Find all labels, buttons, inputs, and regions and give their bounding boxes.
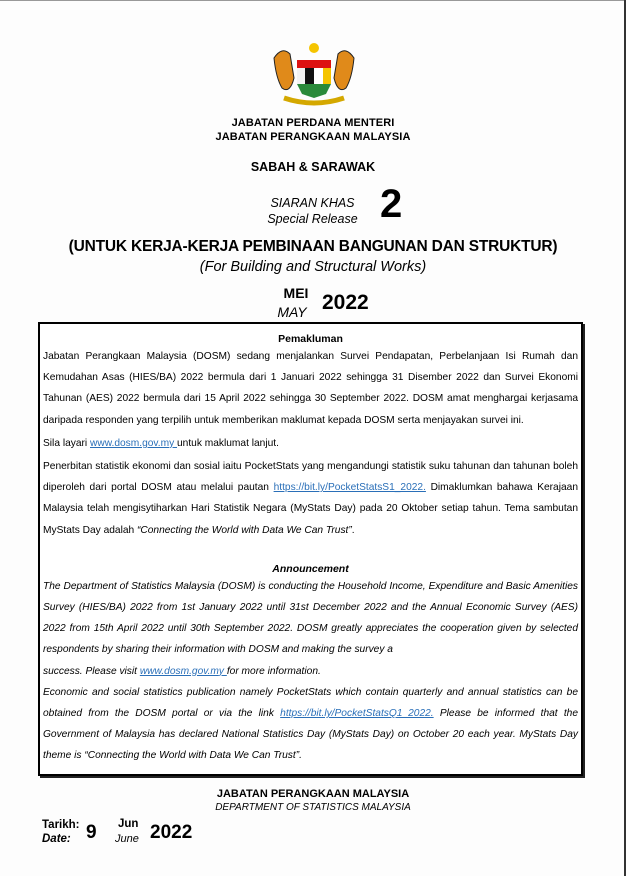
release-type: [250, 195, 375, 227]
reference-year: 2022: [322, 291, 369, 314]
visit-text-en-end: for more information.: [226, 665, 321, 677]
mystats-text: Dimaklumkan bahawa Kerajaan Malaysia telah mengisytiharkan Hari Statistik Negara (MyStats Day) pada 20 Oktober setiap tahun. Tema sambutan MyStats Day adalah: [43, 482, 578, 536]
notice-paragraph-my: Jabatan Perangkaan Malaysia (DOSM) sedang menjalankan Survei Pendapatan, Perbelanjaan Isi Rumah dan Kemudahan Asas (HIES/BA) 2022 bermula dari 1 Januari 2022 sehingga 31 Disember 2022 dan Survei Ekonomi Tahunan (AES) 2022 bermula dari 15 April 2022 sehingga 30 September 2022. DOSM amat menghargai kerjasama daripada responden yang terpilih untuk memberikan maklumat kepada DOSM serta menjayakan survei ini.: [43, 351, 578, 426]
date-month-my: Jun: [118, 818, 139, 830]
visit-text-en: success. Please visit: [43, 665, 140, 677]
visit-text-end: untuk maklumat lanjut.: [177, 437, 279, 449]
page-top-edge: [0, 0, 626, 1]
release-type-en: Special Release: [267, 212, 358, 226]
pocketstats-text-en: Economic and social statistics publication namely PocketStats which contain quarterly and annual statistics can be obtained from the DOSM portal or via the link: [43, 686, 578, 720]
dosm-website-link-en[interactable]: www.dosm.gov.my: [139, 665, 227, 677]
notice-heading-my: Pemakluman: [278, 333, 343, 345]
notice-box: [38, 322, 583, 776]
department-name: JABATAN PERANGKAAN MALAYSIA: [215, 131, 411, 143]
visit-line-en: [40, 661, 581, 682]
period: .: [351, 524, 355, 536]
release-type-my: SIARAN KHAS: [270, 196, 355, 210]
pocketstats-paragraph-en: [40, 682, 581, 767]
reference-month-en: MAY: [277, 304, 307, 320]
ministry-name: JABATAN PERDANA MENTERI: [231, 117, 395, 129]
pocketstats-text: Penerbitan statistik ekonomi dan sosial iaitu PocketStats yang mengandungi statistik suku tahunan dan tahunan boleh diperoleh dari portal DOSM atau melalui pautan: [43, 461, 578, 494]
dosm-website-link[interactable]: www.dosm.gov.my: [90, 437, 177, 449]
date-label-my: Tarikh:: [42, 819, 80, 831]
reference-month-my: MEI: [283, 285, 309, 301]
date-year: 2022: [150, 822, 193, 843]
date-day: 9: [86, 822, 97, 843]
footer-org-en: DEPARTMENT OF STATISTICS MALAYSIA: [215, 802, 411, 813]
coat-of-arms-icon: [264, 38, 364, 108]
footer-org-my: JABATAN PERANGKAAN MALAYSIA: [216, 788, 410, 800]
release-number: 2: [380, 182, 403, 226]
notice-heading-en: Announcement: [272, 562, 349, 575]
pocketstats-link-en[interactable]: https://bit.ly/PocketStatsQ1_2022.: [280, 708, 434, 720]
visit-text: Sila layari: [43, 437, 90, 449]
document-subtitle: (For Building and Structural Works): [199, 259, 427, 275]
mystats-theme: “Connecting the World with Data We Can Trust”: [137, 524, 352, 536]
visit-line-my: [40, 433, 581, 454]
notice-paragraph-en: The Department of Statistics Malaysia (DOSM) is conducting the Household Income, Expenditure and Basic Amenities Survey (HIES/BA) 2022 from 1st January 2022 until 31st December 2022 and the Annual Economic Survey (AES) 2022 from 15th April 2022 until 30th September 2022. DOSM greatly appreciates the cooperation given by selected respondents by sharing their information with DOSM and making the survey a: [43, 580, 578, 656]
date-label-en: Date:: [42, 833, 71, 845]
pocketstats-paragraph-my: [40, 456, 581, 541]
mystats-text-en: Please be informed that the Government of Malaysia has declared National Statistics Day (MyStats Day) on October 20 each year. MyStats Day theme is “Connecting the World with Data We Can Trust”.: [43, 708, 578, 762]
date-month-en: June: [115, 833, 139, 845]
region-label: SABAH & SARAWAK: [250, 160, 376, 174]
pocketstats-link-my[interactable]: https://bit.ly/PocketStatsS1_2022.: [273, 482, 426, 494]
document-title: (UNTUK KERJA-KERJA PEMBINAAN BANGUNAN DAN STRUKTUR): [68, 238, 558, 255]
